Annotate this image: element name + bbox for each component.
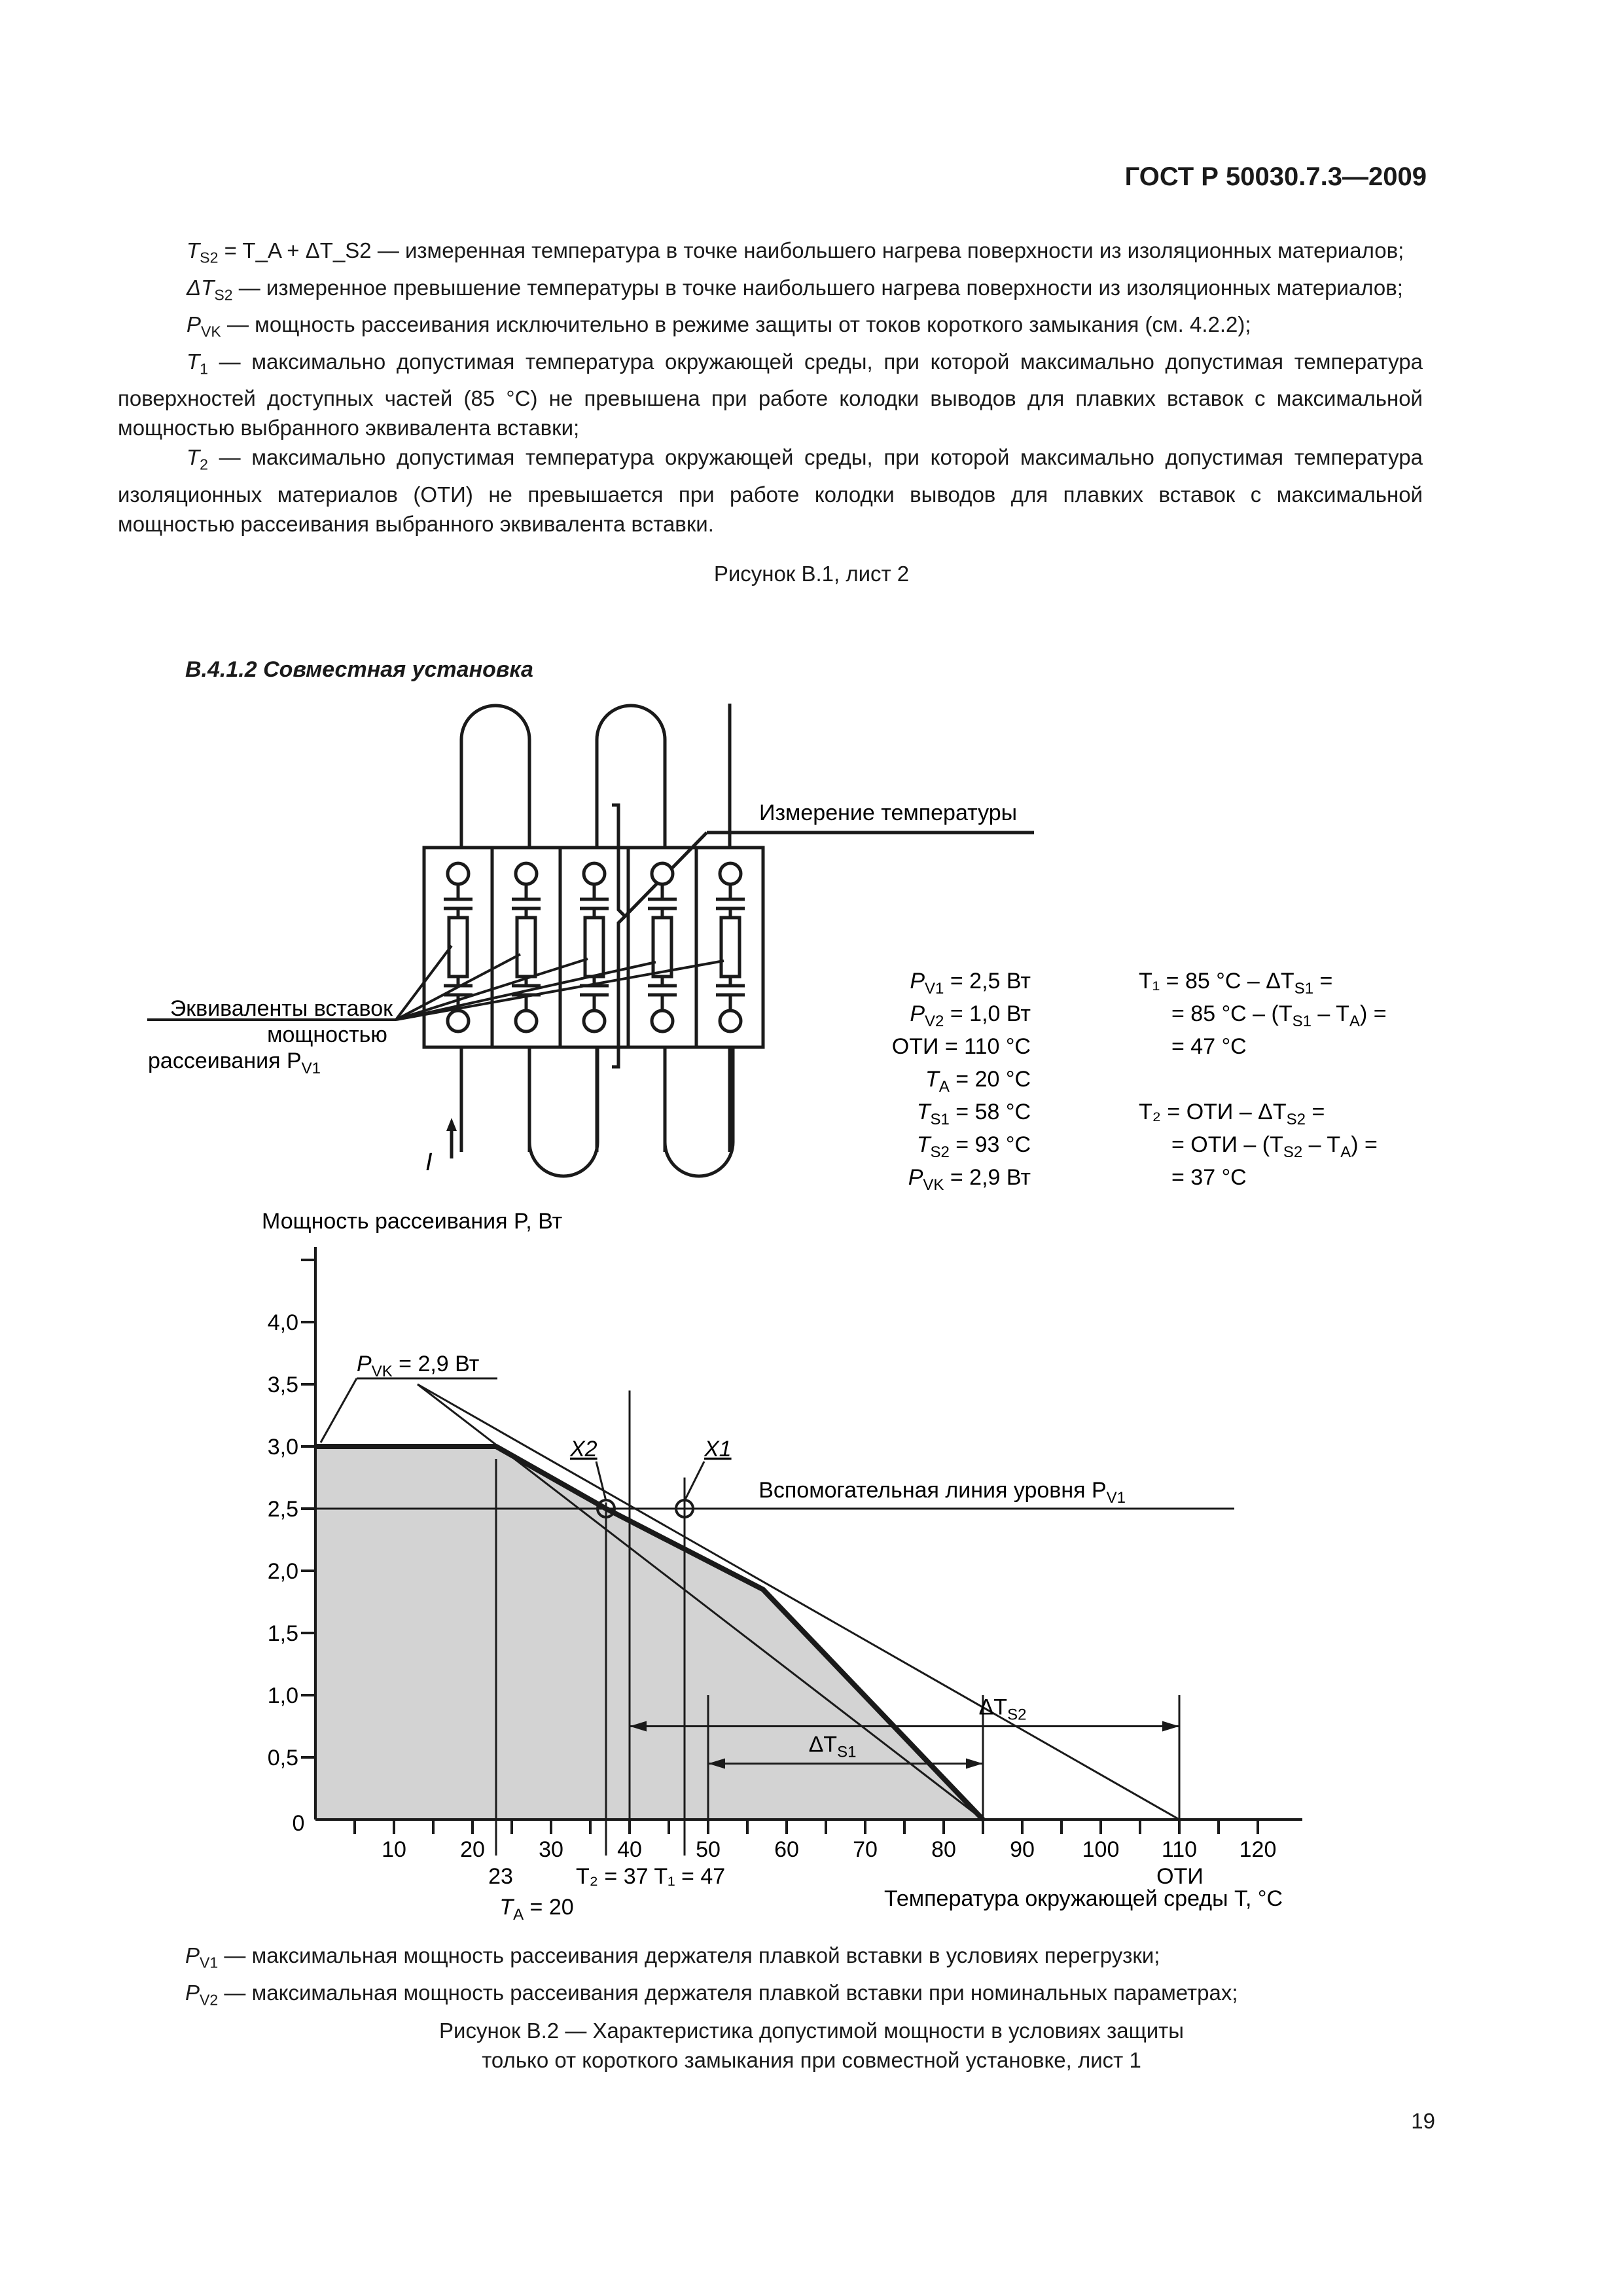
aux-line-label: Вспомогательная линия уровня $P_{V1}$	[758, 1478, 1126, 1507]
document-header: ГОСТ Р 50030.7.3—2009	[1124, 162, 1427, 191]
svg-text:T₂ = ОТИ – ΔTS2 =: T₂ = ОТИ – $\Delta T_{S2}$ =	[1139, 1100, 1325, 1128]
definitions-block	[118, 236, 1423, 539]
y-tick-label: 4,0	[267, 1310, 298, 1335]
note-item: $P_{V2}$ — максимальная мощность рассеивания держателя плавкой вставки при номинальных параметрах;	[185, 1980, 1238, 2009]
definition-item: $P_{VK}$ — мощность рассеивания исключительно в режиме защиты от токов короткого замыкания (см. 4.2.2);	[187, 312, 1251, 340]
equiv-label-1: Эквиваленты вставок	[169, 996, 393, 1021]
terminal-circle	[584, 1011, 605, 1031]
definition-item: $T_1$ — максимально допустимая температура окружающей среды, при которой максимально допустимая температура поверхностей доступных частей (85 °С) не превышена при работе колодки выводов для плавких вставок с максимальной мощностью выбранного эквивалента вставки;	[118, 349, 1423, 440]
parameter-list	[892, 969, 1031, 1191]
chart-layer	[268, 1247, 1302, 1862]
delta-s1-label: $\Delta T_{S1}$	[808, 1732, 857, 1761]
annot-ta: $T_A = 20$	[499, 1895, 574, 1924]
pvk-label: $P_{VK} = 2,9$ Вт	[357, 1352, 480, 1380]
arrow-up-icon	[446, 1118, 457, 1131]
x-tick-label: 50	[696, 1837, 721, 1862]
chart-ylabel: Мощность рассеивания P, Вт	[262, 1209, 563, 1234]
wire-loop	[665, 1047, 733, 1176]
chart-origin-label: 0	[292, 1811, 305, 1836]
equiv-label-3: рассеивания $P_{V1}$	[148, 1049, 321, 1077]
fuse-equivalent	[653, 918, 671, 977]
svg-text:= 37 °С: = 37 °С	[1171, 1165, 1247, 1190]
fuse-equivalent	[585, 918, 603, 977]
note-item: $P_{V1}$ — максимальная мощность рассеивания держателя плавкой вставки в условиях перегрузки;	[185, 1943, 1160, 1971]
formula-t2	[1139, 1100, 1378, 1190]
annot-t2-t1: T₂ = 37 T₁ = 47	[576, 1864, 726, 1889]
annot-oti: ОТИ	[1156, 1864, 1204, 1889]
delta-s2-label: $\Delta T_{S2}$	[978, 1695, 1027, 1724]
terminal-circle	[448, 863, 469, 884]
definition-item: $T_{S2}$ = T_A + ΔT_S2 — измеренная температура в точке наибольшего нагрева поверхности из изоляционных материалов;	[187, 238, 1404, 266]
x-tick-label: 120	[1239, 1837, 1277, 1862]
x-tick-label: 70	[853, 1837, 878, 1862]
x-tick-label: 40	[617, 1837, 642, 1862]
formula-t1	[1139, 969, 1387, 1059]
terminal-circle	[720, 863, 741, 884]
page-number: 19	[1411, 2109, 1435, 2133]
svg-text:= 47 °С: = 47 °С	[1171, 1034, 1247, 1059]
caption-line: Рисунок В.2 — Характеристика допустимой мощности в условиях защиты	[439, 2018, 1184, 2043]
param: $P_{V1} = 2,5$ Вт	[910, 969, 1031, 997]
annot-23: 23	[488, 1864, 513, 1889]
point-leader	[596, 1462, 606, 1501]
equiv-label-2: мощностью	[267, 1022, 387, 1047]
terminal-circle	[652, 1011, 673, 1031]
point-label: X1	[704, 1437, 732, 1462]
param: $P_{V2} = 1,0$ Вт	[910, 1001, 1031, 1030]
param: $P_{VK} = 2,9$ Вт	[908, 1165, 1031, 1191]
section-heading: В.4.1.2 Совместная установка	[185, 657, 533, 682]
x-tick-label: 80	[931, 1837, 956, 1862]
fuse-block-diagram	[0, 681, 1623, 1191]
wire-loop	[529, 1047, 597, 1176]
y-tick-label: 1,5	[267, 1621, 298, 1646]
fuse-equivalent	[517, 918, 535, 977]
point-label: X2	[570, 1437, 597, 1462]
delta-s1-arrow-right	[966, 1759, 983, 1769]
y-tick-label: 3,5	[267, 1372, 298, 1397]
y-tick-label: 1,0	[267, 1683, 298, 1708]
param: $T_{S1} = 58$ °С	[916, 1100, 1031, 1128]
y-tick-label: 2,5	[267, 1497, 298, 1522]
chart-xlabel: Температура окружающей среды T, °С	[884, 1886, 1283, 1911]
terminal-circle	[652, 863, 673, 884]
param: ОТИ = 110 °С	[891, 1034, 1031, 1059]
x-tick-label: 60	[774, 1837, 799, 1862]
svg-text:= 85 °С – (TS1 – TA) =: = 85 $^\circ С - (T_{S1} - T_A)$ =	[1171, 1001, 1387, 1030]
caption-line: только от короткого замыкания при совместной установке, лист 1	[482, 2048, 1141, 2072]
y-tick-label: 3,0	[267, 1435, 298, 1460]
definition-item: $\Delta T_{S2}$ — измеренное превышение температуры в точке наибольшего нагрева поверхности из изоляционных материалов;	[187, 275, 1403, 304]
pvk-leader	[321, 1378, 357, 1443]
x-tick-label: 10	[382, 1837, 406, 1862]
terminal-circle	[516, 1011, 537, 1031]
x-tick-label: 110	[1161, 1837, 1198, 1862]
measure-label: Измерение температуры	[759, 800, 1018, 825]
x-tick-label: 100	[1082, 1837, 1120, 1862]
terminal-circle	[448, 1011, 469, 1031]
y-tick-label: 2,0	[267, 1559, 298, 1584]
x-tick-label: 90	[1010, 1837, 1035, 1862]
svg-text:T₁ = 85 °С – ΔTS1 =: T₁ = 85 $^\circ С - \Delta T_{S1}$ =	[1139, 969, 1333, 997]
figure-caption-b2	[0, 2016, 1623, 2075]
y-tick-label: 0,5	[267, 1746, 298, 1770]
delta-s2-arrow-right	[1162, 1721, 1179, 1732]
figure-caption-b1: Рисунок В.1, лист 2	[713, 562, 910, 586]
terminal-circle	[720, 1011, 741, 1031]
svg-text:= ОТИ – (TS2 – TA) =: = ОТИ – $(T_{S2} - T_A)$ =	[1171, 1132, 1378, 1161]
definition-item: $T_2$ — максимально допустимая температура окружающей среды, при которой максимально допустимая температура изоляционных материалов (ОТИ) не превышается при работе колодки выводов для плавких вставок с максимальной мощностью рассеивания выбранного эквивалента вставки.	[118, 445, 1423, 536]
current-label: I	[425, 1149, 433, 1176]
legend-notes	[185, 1941, 1238, 2015]
param: $T_A = 20$ °С	[925, 1067, 1031, 1096]
terminal-circle	[584, 863, 605, 884]
fuse-equivalent	[721, 918, 740, 977]
terminal-circle	[516, 863, 537, 884]
param: $T_{S2} = 93$ °С	[916, 1132, 1031, 1161]
power-temperature-chart	[0, 1191, 1623, 1931]
x-tick-label: 20	[460, 1837, 485, 1862]
x-tick-label: 30	[539, 1837, 563, 1862]
point-leader	[685, 1462, 704, 1501]
